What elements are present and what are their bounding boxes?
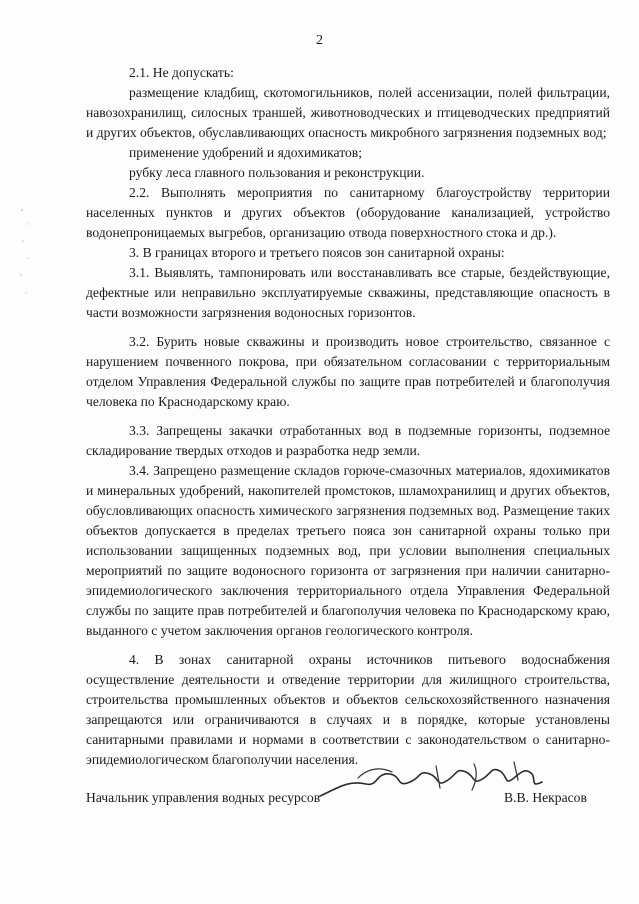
paragraph: рубку леса главного пользования и реконструкции. bbox=[129, 165, 425, 180]
paragraph: 3.2. Бурить новые скважины и производить новое строительство, связанное с нарушением почвенного покрова, при обязательном согласовании с территориальным отделом Управления Федеральной службы по защите прав потребителей и благополучия человека по Краснодарскому краю. bbox=[86, 334, 610, 409]
paragraph: 3.4. Запрещено размещение складов горюче-смазочных материалов, ядохимикатов и минеральных удобрений, накопителей промстоков, шламохранилищ и других объектов, обусловливающих опасность химического загрязнения подземных вод. Размещение таких объектов допускается в пределах третьего пояса зон санитарной охраны только при использовании защищенных подземных вод, при условии выполнения специальных мероприятий по защите водоносного горизонта от загрязнения при наличии санитарно-эпидемиологического заключения территориального отдела Управления Федеральной службы по защите прав потребителей и благополучия человека по Краснодарскому краю, выданного с учетом заключения органов геологического контроля. bbox=[86, 463, 610, 638]
paragraph: 2.2. Выполнять мероприятия по санитарному благоустройству территории населенных пунктов и других объектов (оборудование канализацией, устройство водонепроницаемых выгребов, организацию отвода поверхностного стока и др.). bbox=[86, 185, 610, 240]
paragraph: 3.1. Выявлять, тампонировать или восстанавливать все старые, бездействующие, дефектные или неправильно эксплуатируемые скважины, представляющие опасность в части возможности загрязнения водоносных горизонтов. bbox=[86, 265, 610, 320]
paragraph: 3. В границах второго и третьего поясов зон санитарной охраны: bbox=[129, 245, 505, 260]
paragraph: 4. В зонах санитарной охраны источников питьевого водоснабжения осуществление деятельности и отведение территории для жилищного строительства, строительства промышленных объектов и объектов сельскохозяйственного назначения запрещаются или ограничиваются в случаях и в порядке, которые установлены санитарными правилами и нормами в соответствии с законодательством о санитарно-эпидемиологическом благополучии населения. bbox=[86, 652, 610, 767]
signatory-position: Начальник управления водных ресурсов bbox=[86, 790, 321, 805]
paragraph: 2.1. Не допускать: bbox=[129, 65, 234, 80]
scan-artifact bbox=[18, 200, 32, 310]
paragraph: применение удобрений и ядохимикатов; bbox=[129, 145, 362, 160]
paragraph: размещение кладбищ, скотомогильников, полей ассенизации, полей фильтрации, навозохранилищ, силосных траншей, животноводческих и птицеводческих предприятий и других объектов, обуславливающих опасность микробного загрязнения подземных вод; bbox=[86, 85, 610, 140]
paragraph: 3.3. Запрещены закачки отработанных вод в подземные горизонты, подземное складирование твердых отходов и разработка недр земли. bbox=[86, 423, 610, 458]
page-number: 2 bbox=[316, 33, 323, 48]
document-body bbox=[86, 63, 610, 770]
signatory-name: В.В. Некрасов bbox=[504, 790, 587, 805]
